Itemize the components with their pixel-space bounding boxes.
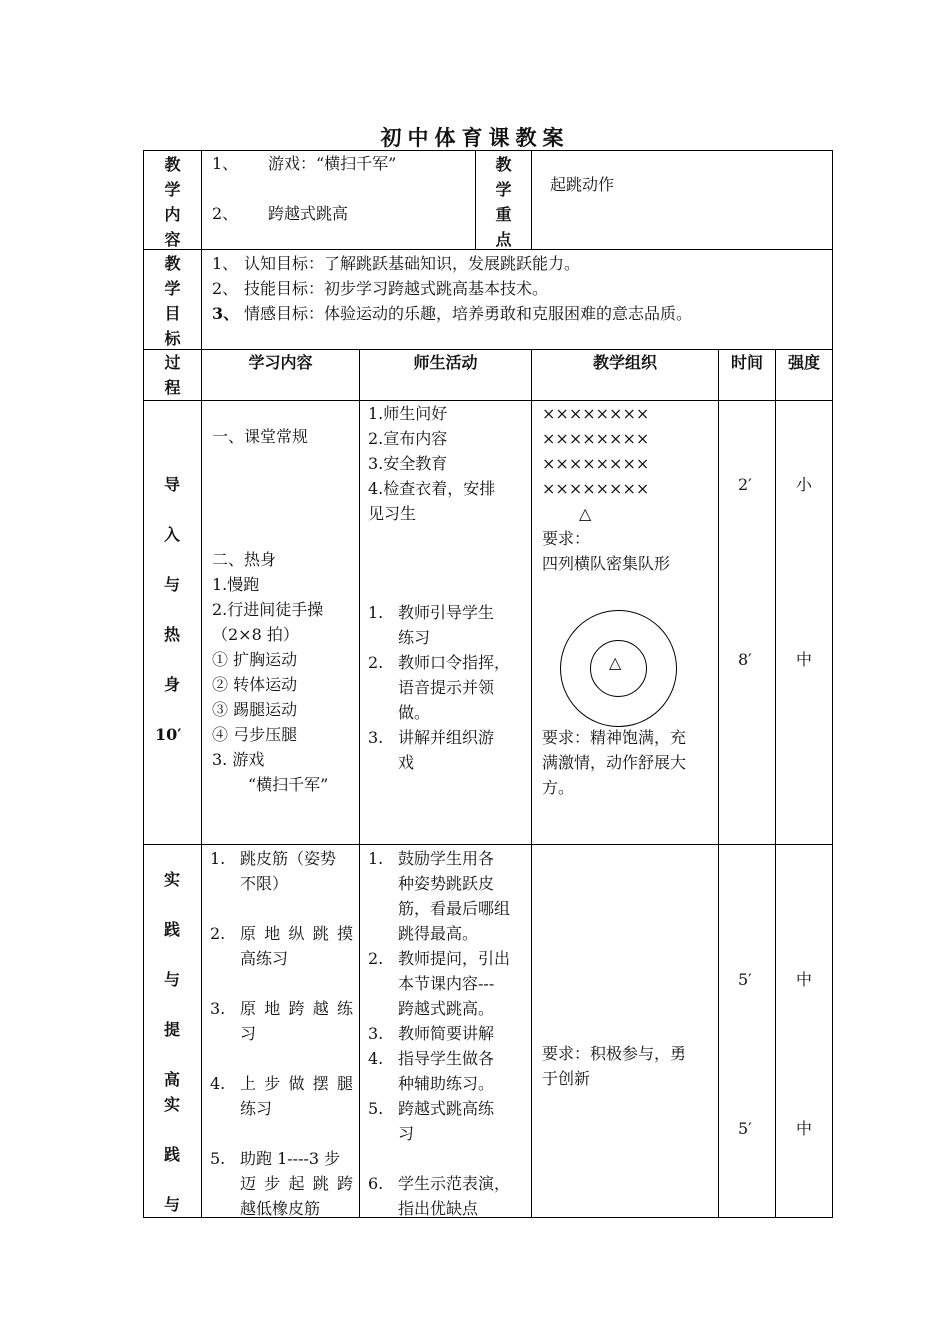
label-char: 高 <box>164 1070 181 1089</box>
list-item <box>368 725 526 775</box>
goal-num: 3、 <box>212 304 240 323</box>
practice-activity-list <box>368 846 528 1221</box>
item-line: 跳皮筋（姿势 <box>240 849 337 868</box>
requirement-line: 要求： <box>542 529 591 548</box>
item-num: 1. <box>210 849 226 868</box>
practice-activity-cell <box>359 844 532 1218</box>
warmup-list <box>212 572 328 797</box>
item-num: 4. <box>210 1074 226 1093</box>
intensity-value: 中 <box>796 650 813 669</box>
label-char: 容 <box>164 230 181 249</box>
requirement-line: 方。 <box>542 778 575 797</box>
item-text <box>398 1046 528 1096</box>
activity-item: 4.检查衣着，安排 <box>368 479 496 498</box>
requirement-line: 要求：积极参与，勇 <box>542 1044 687 1063</box>
intro-label-cell <box>143 400 202 845</box>
activity-item: 3.安全教育 <box>368 454 448 473</box>
process-header <box>143 349 202 401</box>
warmup-item: ④ 弓步压腿 <box>212 725 298 744</box>
item-line: 助跑 1----3 步 <box>240 1149 341 1168</box>
content-header: 学习内容 <box>201 349 360 401</box>
warmup-item: （2×8 拍） <box>212 625 299 644</box>
warmup-item: 2.行进间徒手操 <box>212 600 324 619</box>
item-line: 高练习 <box>240 949 289 968</box>
item-line: 语音提示并领 <box>398 678 495 697</box>
item-line: 戏 <box>398 753 415 772</box>
circle-teacher-triangle-icon: △ <box>609 653 622 672</box>
item-line: 练习 <box>240 1099 273 1118</box>
item-line: 原地纵跳摸 <box>240 924 353 943</box>
time-header: 时间 <box>718 349 776 401</box>
label-char: 学 <box>495 180 512 199</box>
page-title: 初中体育课教案 <box>380 125 570 150</box>
warmup-item: ① 扩胸运动 <box>212 650 298 669</box>
goals-label-cell <box>143 249 202 350</box>
item-num: 2. <box>368 653 384 672</box>
activity-item: 见习生 <box>368 504 417 523</box>
label-char: 身 <box>164 675 181 694</box>
intro-content-cell <box>201 400 360 845</box>
formation-requirement <box>542 526 670 576</box>
item-num: 3. <box>368 1024 384 1043</box>
label-char: 点 <box>495 230 512 249</box>
label-char: 与 <box>164 575 181 594</box>
list-item <box>210 846 353 896</box>
item-line: 做。 <box>398 703 431 722</box>
item-line: 种辅助练习。 <box>398 1074 495 1093</box>
warmup-item: 3. 游戏 <box>212 750 265 769</box>
goal-text: 技能目标：初步学习跨越式跳高基本技术。 <box>244 279 549 298</box>
requirement-line: 要求：精神饱满，充 <box>542 728 687 747</box>
item-num: 4. <box>368 1049 384 1068</box>
intro-intensity-cell <box>775 400 833 845</box>
activity-list-b <box>368 600 526 775</box>
label-char: 教 <box>164 155 181 174</box>
activity-list-a <box>368 401 495 526</box>
content-item-num: 1、 <box>212 154 239 173</box>
label-char: 教 <box>495 155 512 174</box>
list-item <box>210 1146 353 1221</box>
item-num: 3. <box>368 728 384 747</box>
practice-intensity-cell <box>775 844 833 1218</box>
intensity-header: 强度 <box>775 349 833 401</box>
item-text <box>398 846 528 946</box>
activity-header: 师生活动 <box>359 349 532 401</box>
activity-item: 1.师生问好 <box>368 404 448 423</box>
item-text <box>240 921 353 971</box>
goal-text: 认知目标：了解跳跃基础知识，发展跳跃能力。 <box>244 254 581 273</box>
practice-label-cell <box>143 844 202 1218</box>
item-line: 不限） <box>240 874 289 893</box>
intro-activity-cell <box>359 400 532 845</box>
label-duration: 10′ <box>155 725 182 744</box>
item-line: 鼓励学生用各 <box>398 849 495 868</box>
label-char: 学 <box>164 279 181 298</box>
item-line: 练习 <box>398 628 431 647</box>
lesson-plan-table <box>143 150 833 1218</box>
label-char: 程 <box>164 378 181 397</box>
organization-header: 教学组织 <box>531 349 719 401</box>
goal-text: 情感目标：体验运动的乐趣，培养勇敢和克服困难的意志品质。 <box>244 304 693 323</box>
content-label-cell <box>143 150 202 250</box>
item-num: 6. <box>368 1174 384 1193</box>
focus-text-cell <box>531 150 833 250</box>
goals-cell <box>201 249 833 350</box>
item-line: 学生示范表演， <box>398 1174 511 1193</box>
goal-num: 1、 <box>212 254 239 273</box>
time-value: 5′ <box>738 1119 752 1138</box>
item-line: 习 <box>240 1024 257 1043</box>
label-char: 践 <box>164 1145 181 1164</box>
item-num: 2. <box>368 949 384 968</box>
intro-time-cell <box>718 400 776 845</box>
label-char: 与 <box>164 1195 181 1214</box>
practice-content-cell <box>201 844 360 1218</box>
item-line: 越低橡皮筋 <box>240 1199 321 1218</box>
warmup-item: “横扫千军” <box>248 775 329 794</box>
warmup-title: 二、热身 <box>212 550 277 569</box>
item-line: 指导学生做各 <box>398 1049 495 1068</box>
formation-row: ×××××××× <box>542 454 650 473</box>
requirement-line: 四列横队密集队形 <box>542 554 671 573</box>
label-char: 学 <box>164 180 181 199</box>
label-char: 过 <box>164 353 181 372</box>
list-item <box>368 1171 528 1221</box>
item-num: 3. <box>210 999 226 1018</box>
item-line: 习 <box>398 1124 415 1143</box>
label-char: 目 <box>164 304 181 323</box>
intensity-value: 中 <box>796 970 813 989</box>
intro-organization-cell <box>531 400 719 845</box>
item-text <box>240 1071 353 1121</box>
list-item <box>210 1071 353 1121</box>
requirement-line: 满激情，动作舒展大 <box>542 753 687 772</box>
item-num: 1. <box>368 603 384 622</box>
item-text <box>398 946 528 1021</box>
item-num: 5. <box>210 1149 226 1168</box>
warmup-item: 1.慢跑 <box>212 575 260 594</box>
item-line: 上步做摆腿 <box>240 1074 353 1093</box>
time-value: 2′ <box>738 475 752 494</box>
label-char: 实 <box>164 1095 181 1114</box>
item-line: 种姿势跳跃皮 <box>398 874 495 893</box>
teacher-triangle-icon: △ <box>579 504 592 523</box>
item-text <box>398 725 526 775</box>
item-num: 2. <box>210 924 226 943</box>
item-line: 教师引导学生 <box>398 603 495 622</box>
item-text <box>398 1171 528 1221</box>
requirement-line: 于创新 <box>542 1069 591 1088</box>
spirit-requirement <box>542 725 686 800</box>
label-char: 入 <box>164 525 181 544</box>
time-value: 5′ <box>738 970 752 989</box>
warmup-item: ② 转体运动 <box>212 675 298 694</box>
label-char: 实 <box>164 870 181 889</box>
item-text <box>240 846 353 896</box>
label-char: 内 <box>164 205 181 224</box>
list-item <box>368 1046 528 1096</box>
list-item <box>210 996 353 1046</box>
list-item <box>368 1096 528 1146</box>
item-text <box>240 996 353 1046</box>
list-item <box>368 846 528 946</box>
item-line: 原地跨越练 <box>240 999 353 1018</box>
item-text <box>398 600 526 650</box>
item-line: 教师简要讲解 <box>398 1024 495 1043</box>
label-char: 导 <box>164 475 181 494</box>
intensity-value: 小 <box>796 475 813 494</box>
formation-row: ×××××××× <box>542 479 650 498</box>
time-value: 8′ <box>738 650 752 669</box>
practice-organization-cell <box>531 844 719 1218</box>
label-char: 教 <box>164 254 181 273</box>
routine-title: 一、课堂常规 <box>212 427 309 446</box>
item-line: 迈步起跳跨 <box>240 1174 353 1193</box>
practice-time-cell <box>718 844 776 1218</box>
item-line: 跨越式跳高练 <box>398 1099 495 1118</box>
item-line: 指出优缺点 <box>398 1199 479 1218</box>
item-text <box>240 1146 353 1221</box>
content-items-cell <box>201 150 476 250</box>
item-line: 教师口令指挥， <box>398 653 511 672</box>
list-item <box>210 921 353 971</box>
item-text <box>398 650 526 725</box>
focus-label-cell <box>475 150 532 250</box>
practice-requirement <box>542 1041 686 1091</box>
item-line: 跳得最高。 <box>398 924 479 943</box>
item-line: 本节课内容--- <box>398 974 495 993</box>
practice-content-list <box>210 846 353 1221</box>
list-item <box>368 1021 528 1046</box>
label-char: 与 <box>164 970 181 989</box>
warmup-item: ③ 踢腿运动 <box>212 700 298 719</box>
list-item <box>368 946 528 1021</box>
content-item-num: 2、 <box>212 204 239 223</box>
item-line: 教师提问，引出 <box>398 949 511 968</box>
formation-row: ×××××××× <box>542 404 650 423</box>
label-char: 热 <box>164 625 181 644</box>
activity-item: 2.宣布内容 <box>368 429 448 448</box>
item-line: 讲解并组织游 <box>398 728 495 747</box>
item-text <box>398 1021 528 1046</box>
content-item-text: 跨越式跳高 <box>268 204 349 223</box>
item-text <box>398 1096 528 1146</box>
label-char: 标 <box>164 329 181 348</box>
content-item-text: 游戏：“横扫千军” <box>268 154 397 173</box>
item-num: 5. <box>368 1099 384 1118</box>
goal-num: 2、 <box>212 279 239 298</box>
item-line: 跨越式跳高。 <box>398 999 495 1018</box>
list-item <box>368 650 526 725</box>
label-char: 重 <box>495 205 512 224</box>
formation-row: ×××××××× <box>542 429 650 448</box>
intensity-value: 中 <box>796 1119 813 1138</box>
list-item <box>368 600 526 650</box>
item-num: 1. <box>368 849 384 868</box>
label-char: 提 <box>164 1020 181 1039</box>
item-line: 筋，看最后哪组 <box>398 899 511 918</box>
focus-text: 起跳动作 <box>550 175 615 194</box>
formation-rows <box>542 401 649 501</box>
label-char: 践 <box>164 920 181 939</box>
